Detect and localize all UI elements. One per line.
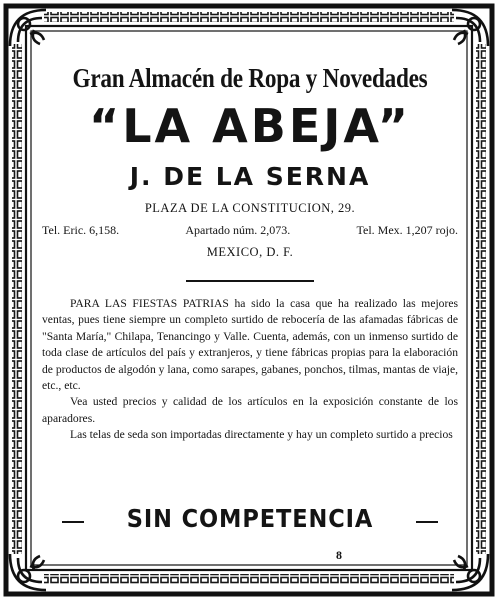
po-box: Apartado núm. 2,073.: [185, 223, 291, 237]
divider-rule: [186, 280, 314, 282]
store-name: “LA ABEJA”: [89, 99, 411, 153]
corner-ornament-top-left: [10, 10, 46, 46]
ad-content: [42, 52, 458, 560]
city: MEXICO, D. F.: [206, 245, 294, 259]
body-paragraph: Las telas de seda son importadas directamente y hay un completo surtido a precios: [70, 428, 453, 442]
chain-band-right: [476, 44, 486, 554]
store-address: PLAZA DE LA CONSTITUCION, 29.: [144, 201, 356, 215]
body-paragraph: PARA LAS FIESTAS PATRIAS ha sido la casa que ha realizado las mejores ventas, pues tiene siempre un completo surtido de rebocería de las afamadas fábricas de "Santa María," Chilapa, Tenancingo y Valle. Cuenta, además, con un inmenso surtido de toda clase de artículos del país y extranjeros, y tiene fábricas propias para la elaboración de productos de algodón y lana, como sarapes, gabanes, ponchos, tilmas, mantas de viaje, etc., etc.: [42, 297, 458, 393]
body-paragraph: Vea usted precios y calidad de los artículos en la exposición constante de los aparadores.: [42, 395, 458, 425]
corner-ornament-bottom-left: [10, 554, 46, 590]
slogan: SIN COMPETENCIA: [126, 504, 374, 533]
phone-mexicana: Tel. Mex. 1,207 rojo.: [356, 223, 458, 237]
store-tagline: Gran Almacén de Ropa y Novedades: [72, 63, 428, 93]
ad-body: [42, 296, 458, 444]
corner-ornament-top-right: [452, 10, 488, 46]
chain-band-top: [44, 12, 454, 22]
owner-name: J. DE LA SERNA: [129, 162, 371, 191]
chain-band-left: [12, 44, 22, 554]
phone-ericsson: Tel. Eric. 6,158.: [42, 223, 120, 237]
chain-band-bottom: [44, 574, 454, 584]
slogan-rule-right: [416, 521, 438, 523]
contact-line: [42, 222, 458, 238]
footer-mark: 8: [336, 548, 342, 562]
